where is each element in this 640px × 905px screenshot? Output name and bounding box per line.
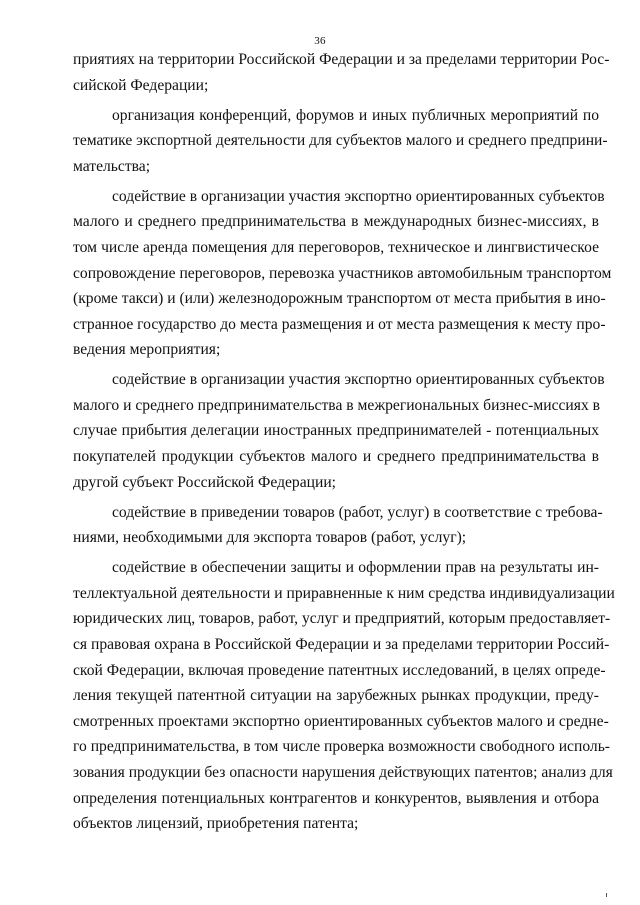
text-line: другой субъект Российской Федерации; (73, 473, 337, 491)
paragraph (73, 500, 603, 551)
text-line: объектов лицензий, приобретения патента; (73, 815, 359, 833)
text-line: смотренных проектами экспортно ориентированных субъектов малого и средне- (73, 712, 609, 730)
text-line: организация конференций, форумов и иных публичных мероприятий по (112, 106, 599, 124)
text-line: содействие в приведении товаров (работ, услуг) в соответствие с требова- (112, 503, 603, 521)
text-line: сийской Федерации; (73, 76, 209, 94)
text-line: го предпринимательства, в том числе проверка возможности свободного исполь- (73, 738, 611, 756)
text-line: зования продукции без опасности нарушения действующих патентов; анализ для (73, 763, 613, 781)
text-line: покупателей продукции субъектов малого и среднего предпринимательства в (73, 448, 599, 466)
text-line: приятиях на территории Российской Федерации и за пределами территории Рос- (73, 51, 610, 68)
scan-artifact (606, 893, 607, 897)
text-line: (кроме такси) и (или) железнодорожным транспортом от места прибытия в ино- (73, 290, 606, 308)
document-body (73, 47, 615, 841)
text-line: определения потенциальных контрагентов и конкурентов, выявления и отбора (73, 789, 599, 807)
text-line: случае прибытия делегации иностранных предпринимателей - потенциальных (73, 422, 599, 440)
text-line: том числе аренда помещения для переговоров, техническое и лингвистическое (73, 238, 599, 256)
text-line: содействие в обеспечении защиты и оформлении прав на результаты ин- (112, 559, 599, 577)
text-line: ления текущей патентной ситуации на зарубежных рынках продукции, преду- (73, 687, 599, 705)
paragraph (73, 555, 615, 837)
text-line: содействие в организации участия экспортно ориентированных субъектов (112, 371, 605, 389)
text-line: малого и среднего предпринимательства в международных бизнес-миссиях, в (73, 213, 599, 231)
paragraph (73, 367, 605, 495)
text-line: ведения мероприятия; (73, 341, 221, 359)
text-line: мательства; (73, 157, 151, 175)
text-line: малого и среднего предпринимательства в межрегиональных бизнес-миссиях в (73, 396, 601, 414)
text-line: содействие в организации участия экспортно ориентированных субъектов (112, 187, 605, 205)
paragraph (73, 47, 610, 98)
paragraph (73, 103, 608, 180)
text-line: ниями, необходимыми для экспорта товаров (работ, услуг); (73, 529, 467, 547)
paragraph (73, 184, 612, 363)
text-line: сопровождение переговоров, перевозка участников автомобильным транспортом (73, 264, 612, 282)
text-line: ся правовая охрана в Российской Федерации и за пределами территории Россий- (73, 636, 610, 654)
page-number: 36 (314, 35, 326, 47)
text-line: юридических лиц, товаров, работ, услуг и предприятий, которым предоставляет- (73, 610, 611, 628)
text-line: теллектуальной деятельности и приравненные к ним средства индивидуализации (73, 584, 615, 602)
text-line: ской Федерации, включая проведение патентных исследований, в целях опреде- (73, 661, 606, 679)
text-line: тематике экспортной деятельности для субъектов малого и среднего предприни- (73, 132, 608, 150)
text-line: странное государство до места размещения и от места размещения к месту про- (73, 315, 606, 333)
